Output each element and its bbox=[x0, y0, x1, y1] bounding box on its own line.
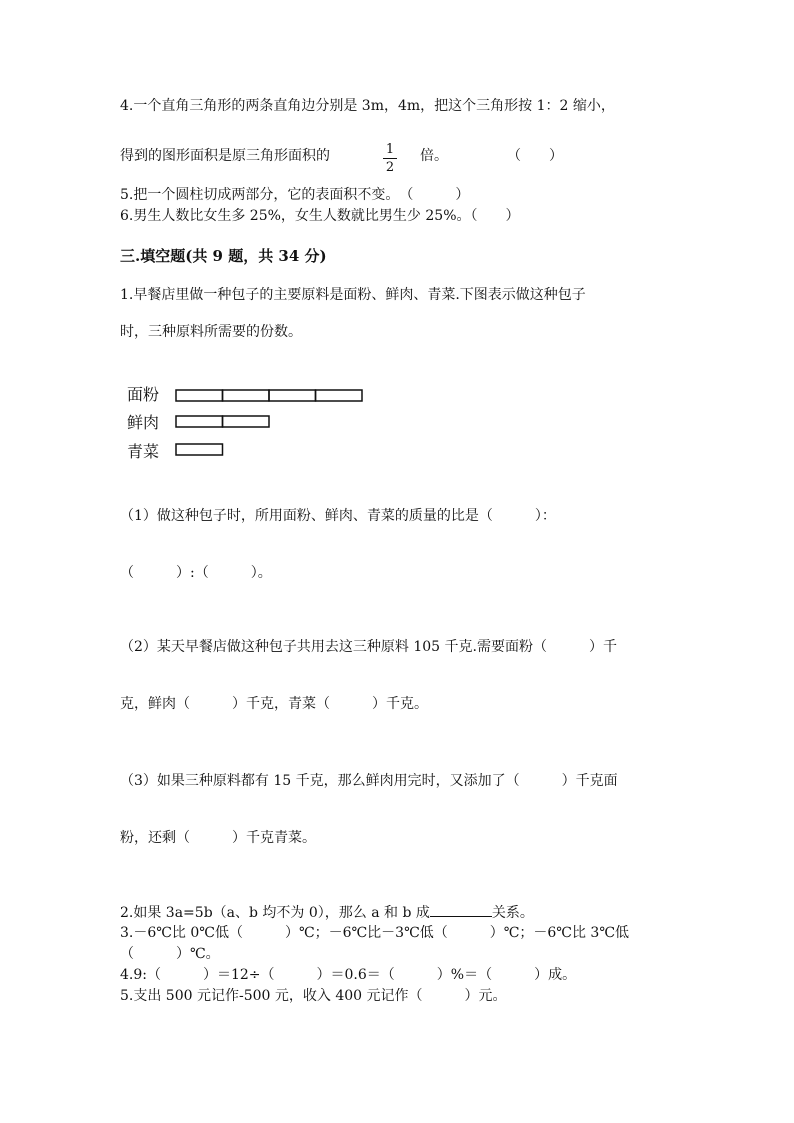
bar-label-meat: 鲜肉 bbox=[127, 413, 160, 432]
bar-segment-meat bbox=[176, 416, 223, 427]
fill-1-sub-1-line-b: （ ）:（ ）。 bbox=[120, 565, 272, 581]
fill-1-line-2: 时，三种原料所需要的份数。 bbox=[120, 324, 302, 340]
question-5: 5.把一个圆柱切成两部分，它的表面积不变。 （ ） bbox=[120, 187, 470, 203]
fill-2-blank bbox=[430, 902, 492, 917]
fill-2-text-b: 关系。 bbox=[491, 905, 534, 921]
fill-1-sub-3-line-b: 粉，还剩（ ）千克青菜。 bbox=[120, 830, 316, 846]
question-4-text-a: 得到的图形面积是原三角形面积的 bbox=[120, 148, 330, 164]
question-4-answer-paren: （ ） bbox=[507, 148, 563, 164]
fill-2-text-a: 2.如果 3a=5b（a、b 均不为 0），那么 a 和 b 成 bbox=[120, 905, 430, 921]
bar-label-flour: 面粉 bbox=[127, 385, 160, 404]
fill-5: 5.支出 500 元记作-500 元，收入 400 元记作（ ）元。 bbox=[120, 988, 507, 1004]
bar-segment-meat bbox=[223, 416, 270, 427]
question-4-line-1: 4.一个直角三角形的两条直角边分别是 3m，4m，把这个三角形按 1：2 缩小， bbox=[120, 98, 615, 114]
fraction-denominator: 2 bbox=[385, 160, 395, 175]
bar-segment-flour bbox=[223, 390, 270, 401]
fill-4: 4.9:（ ）＝12÷（ ）＝0.6＝（ ）%＝（ ）成。 bbox=[120, 967, 577, 983]
bar-segment-flour bbox=[269, 390, 316, 401]
bar-label-vegetable: 青菜 bbox=[127, 442, 160, 461]
fill-1-sub-2-line-a: （2）某天早餐店做这种包子共用去这三种原料 105 千克.需要面粉（ ）千 bbox=[120, 639, 617, 655]
section-3-heading: 三.填空题(共 9 题，共 34 分) bbox=[120, 247, 327, 265]
fill-1-line-1: 1.早餐店里做一种包子的主要原料是面粉、鲜肉、青菜.下图表示做这种包子 bbox=[120, 287, 586, 303]
fill-3-line-a: 3.－6℃比 0℃低（ ）℃；－6℃比－3℃低（ ）℃；－6℃比 3℃低 bbox=[120, 925, 629, 941]
bar-segment-flour bbox=[176, 390, 223, 401]
question-4-text-b: 倍。 bbox=[420, 148, 448, 164]
bar-segment-flour bbox=[316, 390, 363, 401]
fill-1-sub-2-line-b: 克，鲜肉（ ）千克，青菜（ ）千克。 bbox=[120, 696, 428, 712]
fraction-numerator: 1 bbox=[385, 142, 395, 157]
question-6: 6.男生人数比女生多 25%，女生人数就比男生少 25%。（ ） bbox=[120, 208, 520, 224]
fill-1-sub-3-line-a: （3）如果三种原料都有 15 千克，那么鲜肉用完时，又添加了（ ）千克面 bbox=[120, 773, 618, 789]
fill-3-line-b: （ ）℃。 bbox=[120, 946, 220, 962]
fill-2 bbox=[120, 902, 534, 923]
bar-segment-vegetable bbox=[176, 444, 223, 455]
fill-1-sub-1-line-a: （1）做这种包子时，所用面粉、鲜肉、青菜的质量的比是（ ）： bbox=[120, 508, 556, 524]
